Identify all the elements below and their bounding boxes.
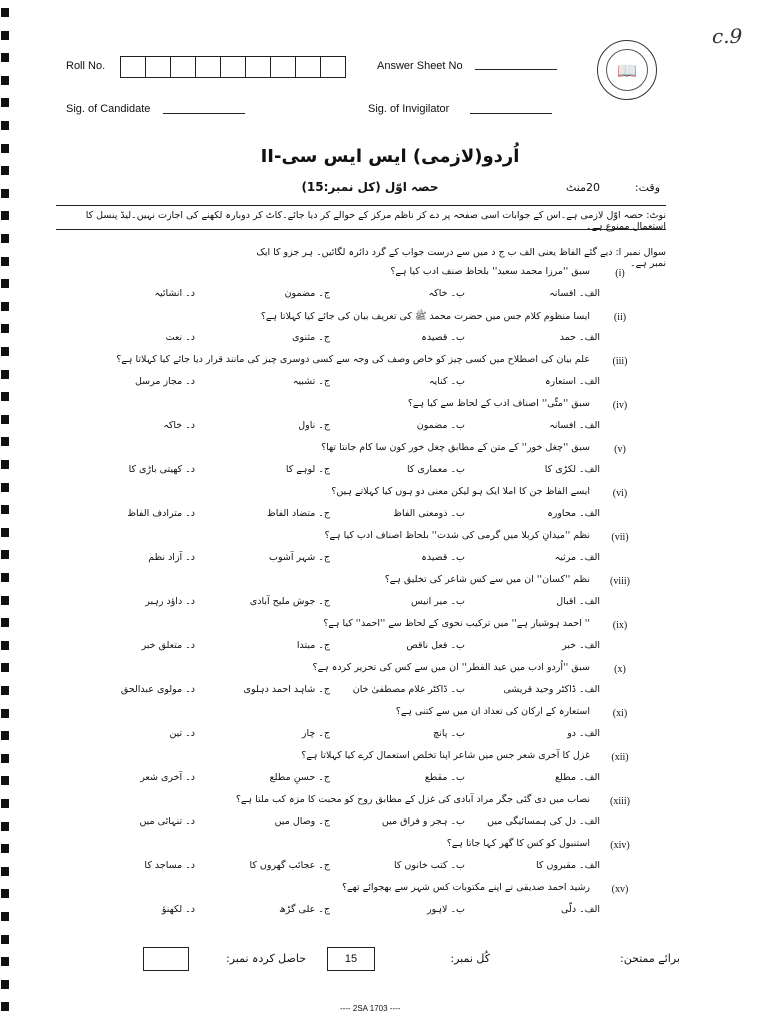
question-text: سبق ''اُردو ادب میں عید الفطر'' ان میں سے کس کی تحریر کردہ ہے؟ (312, 662, 590, 673)
note-bottom-rule (56, 229, 666, 230)
instructions-note: نوٹ: حصہ اوّل لازمی ہے۔اس کے جوابات اسی صفحہ پر دے کر ناظم مرکز کے حوالے کر دیا جائے۔کاٹ کر دوبارہ لکھنے کی اجازت نہیں۔لیڈ پنسل کا استعمال ممنوع ہے۔ (85, 210, 666, 232)
board-seal-icon: 📖 (597, 40, 657, 100)
scan-marker (1, 889, 9, 898)
question-number: (ii) (613, 312, 627, 323)
answer-option[interactable]: ج۔ وصال میں (274, 816, 330, 827)
answer-option[interactable]: الف۔ ڈاکٹر وحید قریشی (503, 684, 600, 695)
answer-option[interactable]: ب۔ فعل ناقص (406, 640, 465, 651)
scan-marker (1, 76, 9, 85)
answer-option[interactable]: الف۔ دلّی (561, 904, 600, 915)
scan-marker (1, 189, 9, 198)
question-text: ایسے الفاظ جن کا املا ایک ہو لیکن معنی دو ہوں کیا کہلاتے ہیں؟ (331, 486, 590, 497)
answer-option[interactable]: ج۔ ناول (298, 420, 330, 431)
invigilator-signature-field[interactable] (470, 103, 552, 114)
scan-marker (1, 663, 9, 672)
answer-option[interactable]: ب۔ لاہور (426, 904, 465, 915)
question-text: سبق ''مٹّی'' اصناف ادب کے لحاظ سے کیا ہے؟ (407, 398, 590, 409)
scan-marker (1, 53, 9, 62)
paper-title: اُردو(لازمی) ایس ایس سی-II (260, 146, 520, 167)
answer-option[interactable]: د۔ تین (169, 728, 195, 739)
answer-option[interactable]: ب۔ ڈاکٹر غلام مصطفیٰ خان (352, 684, 465, 695)
scan-marker (1, 935, 9, 944)
answer-option[interactable]: د۔ مترادف الفاظ (127, 508, 195, 519)
scan-marker (1, 257, 9, 266)
question-number: (xv) (611, 884, 629, 895)
option-row (60, 816, 600, 827)
answer-option[interactable]: ب۔ کنایہ (428, 376, 465, 387)
scan-marker (1, 596, 9, 605)
option-row (60, 904, 600, 915)
scan-marker (1, 483, 9, 492)
answer-option[interactable]: د۔ خاکہ (163, 420, 195, 431)
answer-option[interactable]: الف۔ دو (567, 728, 600, 739)
question-number: (iv) (612, 400, 628, 411)
answer-option[interactable]: ج۔ مثنوی (292, 332, 330, 343)
scan-marker (1, 211, 9, 220)
scan-marker (1, 144, 9, 153)
option-row (60, 332, 600, 343)
answer-option[interactable]: ب۔ مقطع (424, 772, 465, 783)
scan-marker (1, 957, 9, 966)
scan-marker (1, 121, 9, 130)
question-number: (iii) (612, 356, 628, 367)
answer-option[interactable]: د۔ آزاد نظم (148, 552, 195, 563)
scan-marker (1, 754, 9, 763)
section-heading: حصہ اوّل (کل نمبر:15) (301, 180, 439, 194)
answer-option[interactable]: الف۔ افسانہ (549, 288, 600, 299)
roll-no-label: Roll No. (66, 60, 106, 72)
scan-marker (1, 641, 9, 650)
answer-option[interactable]: الف۔ اقبال (556, 596, 600, 607)
scan-marker (1, 8, 9, 17)
scan-marker (1, 1002, 9, 1011)
invigilator-signature-label: Sig. of Invigilator (368, 103, 450, 115)
answer-option[interactable]: ب۔ مضمون (416, 420, 465, 431)
question-number: (i) (615, 268, 625, 279)
answer-sheet-field[interactable] (475, 59, 557, 70)
answer-option[interactable]: ب۔ پانچ (433, 728, 465, 739)
option-row (60, 420, 600, 431)
answer-sheet-label: Answer Sheet No (377, 60, 463, 72)
answer-option[interactable]: ب۔ میر انیس (410, 596, 465, 607)
scan-marker (1, 166, 9, 175)
question-number: (ix) (612, 620, 628, 631)
scan-marker (1, 980, 9, 989)
paper-code: ---- 2SA 1703 ---- (340, 1004, 401, 1013)
question-text: '' احمد ہوشیار ہے'' میں ترکیب نحوی کے لحاظ سے ''احمد'' کیا ہے؟ (323, 618, 590, 629)
answer-option[interactable]: د۔ تنہائی میں (139, 816, 195, 827)
answer-option[interactable]: د۔ مساجد کا (144, 860, 195, 871)
option-row (60, 508, 600, 519)
answer-option[interactable]: ب۔ قصیدہ (421, 332, 465, 343)
scan-marker (1, 912, 9, 921)
scan-marker (1, 437, 9, 446)
question-number: (xi) (612, 708, 628, 719)
question-text: علم بیان کی اصطلاح میں کسی چیز کو خاص وصف کی وجہ سے کسی دوسری چیز کی مانند قرار دیا جائے کیا کہلاتا ہے؟ (116, 354, 590, 365)
question-number: (x) (614, 664, 626, 675)
scan-marker (1, 709, 9, 718)
candidate-signature-label: Sig. of Candidate (66, 103, 151, 115)
answer-option[interactable]: د۔ متعلق خبر (141, 640, 195, 651)
answer-option[interactable]: ب۔ ہجر و فراق میں (381, 816, 465, 827)
answer-option[interactable]: د۔ انشائیہ (154, 288, 195, 299)
scan-marker (1, 505, 9, 514)
answer-option[interactable]: ج۔ چار (301, 728, 330, 739)
answer-option[interactable]: د۔ نعت (165, 332, 195, 343)
option-row (60, 640, 600, 651)
scan-marker (1, 799, 9, 808)
question-text: نصاب میں دی گئی جگر مراد آبادی کی غزل کے مطابق روح کو محبت کا مزہ کب ملتا ہے؟ (235, 794, 590, 805)
answer-option[interactable]: ج۔ متضاد الفاظ (266, 508, 330, 519)
option-row (60, 552, 600, 563)
answer-option[interactable]: ج۔ جوش ملیح آبادی (249, 596, 330, 607)
scan-marker (1, 347, 9, 356)
scan-marker (1, 844, 9, 853)
question-text: ایسا منظوم کلام جس میں حضرت محمد ﷺ کی تعریف بیان کی جائے کیا کہلاتا ہے؟ (260, 311, 590, 322)
scan-marker (1, 776, 9, 785)
option-row (60, 596, 600, 607)
corner-mark: c.9 (712, 24, 743, 48)
scan-marker (1, 867, 9, 876)
scan-marker (1, 98, 9, 107)
scan-marker (1, 550, 9, 559)
answer-option[interactable]: ج۔ لوہے کا (285, 464, 330, 475)
answer-option[interactable]: الف۔ افسانہ (549, 420, 600, 431)
scan-marker (1, 234, 9, 243)
scan-marker (1, 415, 9, 424)
question-number: (v) (614, 444, 626, 455)
option-row (60, 684, 600, 695)
scan-marker (1, 528, 9, 537)
answer-option[interactable]: الف۔ حمد (559, 332, 600, 343)
question-instruction: سوال نمبر ا: دیے گئے الفاظ یعنی الف ب ج د میں سے درست جواب کے گرد دائرہ لگائیں۔ ہر جزو کا ایک نمبر ہے۔ (256, 247, 666, 269)
answer-option[interactable]: ب۔ ذومعنی الفاظ (393, 508, 465, 519)
candidate-signature-field[interactable] (163, 103, 245, 114)
scan-marker (1, 618, 9, 627)
answer-option[interactable]: ج۔ علی گڑھ (279, 904, 330, 915)
answer-option[interactable]: د۔ لکھنؤ (161, 904, 195, 915)
question-number: (xii) (611, 752, 629, 763)
answer-option[interactable]: ب۔ کتب خانوں کا (394, 860, 465, 871)
total-marks-box: 15 (327, 947, 375, 971)
answer-option[interactable]: الف۔ مطلع (554, 772, 600, 783)
question-text: استعارہ کے ارکان کی تعداد ان میں سے کتنی ہے؟ (395, 706, 590, 717)
question-text: غزل کا آخری شعر جس میں شاعر اپنا تخلص استعمال کرے کیا کہلاتا ہے؟ (301, 750, 590, 761)
note-top-rule (56, 205, 666, 206)
scan-marker (1, 392, 9, 401)
question-number: (xiii) (610, 796, 630, 807)
roll-no-boxes[interactable] (120, 56, 346, 78)
answer-option[interactable]: ج۔ حسنِ مطلع (269, 772, 330, 783)
scan-marker-strip (0, 0, 16, 1024)
option-row (60, 728, 600, 739)
answer-option[interactable]: د۔ مولوی عبدالحق (120, 684, 195, 695)
time-value: 20منٹ (565, 181, 600, 194)
answer-option[interactable]: ج۔ تشبیہ (292, 376, 330, 387)
option-row (60, 288, 600, 299)
answer-option[interactable]: ب۔ معماری کا (406, 464, 465, 475)
answer-option[interactable]: الف۔ محاورہ (547, 508, 600, 519)
examiner-label: برائے ممتحن: (620, 952, 680, 965)
obtained-marks-label: حاصل کردہ نمبر: (226, 952, 306, 965)
answer-option[interactable]: الف۔ دل کی ہمسائیگی میں (487, 816, 600, 827)
scan-marker (1, 460, 9, 469)
total-marks-label: کُل نمبر: (450, 952, 490, 965)
answer-option[interactable]: ج۔ شاہد احمد دہلوی (243, 684, 330, 695)
answer-option[interactable]: الف۔ مرثیہ (554, 552, 600, 563)
question-text: استنبول کو کس کا گھر کہا جاتا ہے؟ (446, 838, 590, 849)
question-number: (viii) (610, 576, 630, 587)
question-number: (vii) (611, 532, 629, 543)
question-text: رشید احمد صدیقی نے اپنے مکتوبات کس شہر سے بھجوائے تھے؟ (341, 882, 590, 893)
scan-marker (1, 731, 9, 740)
scan-marker (1, 324, 9, 333)
question-text: سبق ''مرزا محمد سعید'' بلحاظ صنف ادب کیا ہے؟ (390, 266, 590, 277)
option-row (60, 860, 600, 871)
time-label: وقت: (634, 181, 660, 194)
answer-option[interactable]: ج۔ مضمون (284, 288, 330, 299)
question-text: سبق ''چغل خور'' کے متن کے مطابق چغل خور کون سا کام جانتا تھا؟ (321, 442, 590, 453)
answer-option[interactable]: ج۔ عجائب گھروں کا (249, 860, 330, 871)
answer-option[interactable]: الف۔ استعارہ (544, 376, 600, 387)
scan-marker (1, 370, 9, 379)
scan-marker (1, 31, 9, 40)
answer-option[interactable]: ب۔ خاکہ (428, 288, 465, 299)
question-text: نظم ''میدانِ کربلا میں گرمی کی شدت'' بلحاظ اصناف ادب کیا ہے؟ (324, 530, 590, 541)
question-number: (vi) (612, 488, 628, 499)
question-number: (xiv) (610, 840, 630, 851)
answer-option[interactable]: ج۔ شہر آشوب (269, 552, 330, 563)
option-row (60, 376, 600, 387)
scan-marker (1, 279, 9, 288)
answer-option[interactable]: د۔ مجاز مرسل (134, 376, 195, 387)
answer-option[interactable]: د۔ آخری شعر (140, 772, 195, 783)
option-row (60, 772, 600, 783)
answer-option[interactable]: د۔ داؤد رہبر (145, 596, 195, 607)
scan-marker (1, 302, 9, 311)
answer-option[interactable]: د۔ کھیتی باڑی کا (128, 464, 195, 475)
answer-option[interactable]: ج۔ مبتدا (296, 640, 330, 651)
answer-option[interactable]: الف۔ مقبروں کا (536, 860, 600, 871)
scan-marker (1, 686, 9, 695)
obtained-marks-box[interactable] (143, 947, 189, 971)
option-row (60, 464, 600, 475)
answer-option[interactable]: الف۔ لکڑی کا (544, 464, 600, 475)
question-text: نظم ''کسان'' ان میں سے کس شاعر کی تخلیق ہے؟ (384, 574, 590, 585)
scan-marker (1, 573, 9, 582)
answer-option[interactable]: الف۔ خبر (562, 640, 600, 651)
answer-option[interactable]: ب۔ قصیدہ (421, 552, 465, 563)
scan-marker (1, 822, 9, 831)
